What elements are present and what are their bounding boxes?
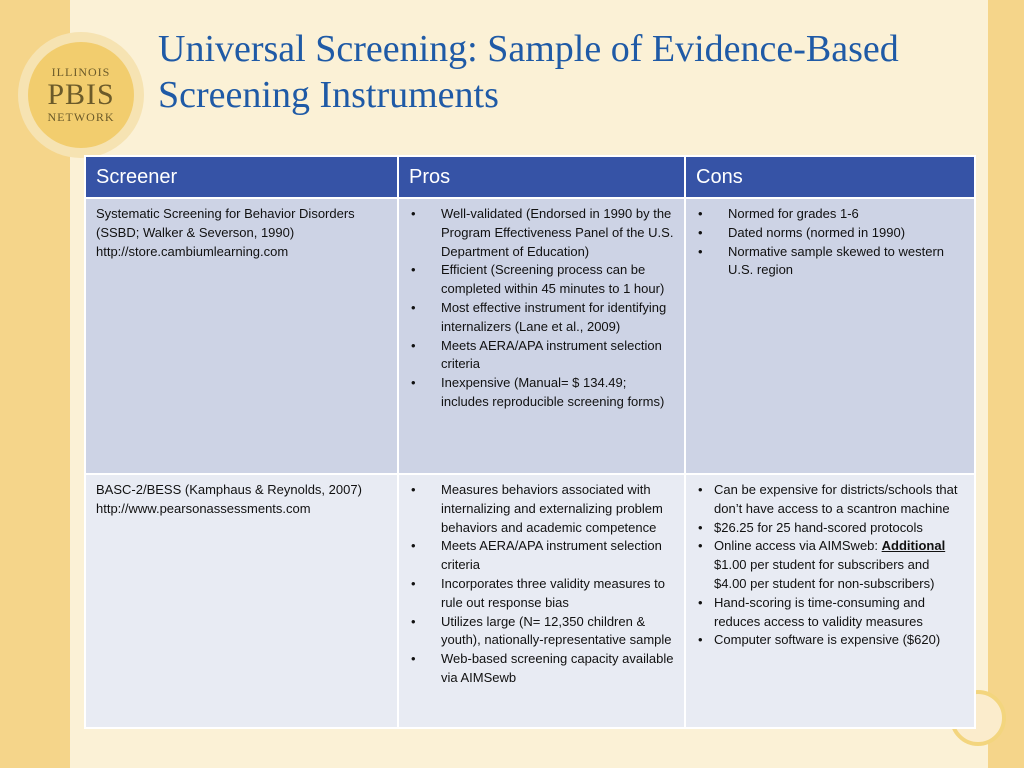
slide-title: Universal Screening: Sample of Evidence-Based Screening Instruments bbox=[158, 28, 899, 116]
list-item: • Meets AERA/APA instrument selection criteria bbox=[409, 537, 674, 575]
cons-list bbox=[696, 205, 964, 280]
pros-cell bbox=[398, 474, 685, 728]
pros-list bbox=[409, 205, 674, 412]
screening-instruments-table bbox=[84, 155, 976, 729]
list-item: • Normed for grades 1-6 bbox=[696, 205, 964, 224]
cons-cell bbox=[685, 198, 975, 474]
list-item: • Incorporates three validity measures to rule out response bias bbox=[409, 575, 674, 613]
header-cons: Cons bbox=[685, 156, 975, 198]
online-access-cost: $1.00 per student for subscribers and $4.00 per student for non-subscribers) bbox=[714, 557, 935, 591]
list-item: • Dated norms (normed in 1990) bbox=[696, 224, 964, 243]
pros-cell bbox=[398, 198, 685, 474]
list-item bbox=[696, 537, 964, 593]
screener-name: BASC-2/BESS (Kamphaus & Reynolds, 2007) bbox=[96, 482, 362, 497]
screener-url: http://store.cambiumlearning.com bbox=[96, 243, 289, 259]
screener-cell bbox=[85, 198, 398, 474]
cons-cell bbox=[685, 474, 975, 728]
list-item: • Can be expensive for districts/schools that don’t have access to a scantron machine bbox=[696, 481, 964, 519]
list-item: • Computer software is expensive ($620) bbox=[696, 631, 964, 650]
screener-cell bbox=[85, 474, 398, 728]
table-row bbox=[85, 474, 975, 728]
header-screener: Screener bbox=[85, 156, 398, 198]
list-item: • Most effective instrument for identifying internalizers (Lane et al., 2009) bbox=[409, 299, 674, 337]
list-item: • Hand-scoring is time-consuming and reduces access to validity measures bbox=[696, 594, 964, 632]
logo-line-3: NETWORK bbox=[47, 110, 115, 124]
logo-line-2: PBIS bbox=[47, 78, 115, 111]
additional-emphasis: Additional bbox=[881, 538, 946, 554]
list-item: • Utilizes large (N= 12,350 children & youth), nationally-representative sample bbox=[409, 613, 674, 651]
online-access-text: Online access via AIMSweb: bbox=[714, 538, 882, 554]
list-item: • Well-validated (Endorsed in 1990 by the Program Effectiveness Panel of the U.S. Department of Education) bbox=[409, 205, 674, 261]
list-item: • Normative sample skewed to western U.S. region bbox=[696, 243, 964, 281]
screener-name: Systematic Screening for Behavior Disorders bbox=[96, 206, 355, 221]
list-item: • Web-based screening capacity available via AIMSewb bbox=[409, 650, 674, 688]
list-item: • Inexpensive (Manual= $ 134.49; includes reproducible screening forms) bbox=[409, 374, 674, 412]
screener-citation: (SSBD; Walker & Severson, 1990) bbox=[96, 224, 295, 240]
header-pros: Pros bbox=[398, 156, 685, 198]
table-header-row bbox=[85, 156, 975, 198]
logo-line-1: ILLINOIS bbox=[51, 65, 111, 79]
pros-list bbox=[409, 481, 674, 688]
illinois-pbis-network-logo bbox=[28, 42, 134, 148]
list-item: • $26.25 for 25 hand-scored protocols bbox=[696, 519, 964, 538]
list-item: • Measures behaviors associated with internalizing and externalizing problem behaviors and academic competence bbox=[409, 481, 674, 537]
list-item: • Efficient (Screening process can be completed within 45 minutes to 1 hour) bbox=[409, 261, 674, 299]
cons-list bbox=[696, 481, 964, 650]
list-item: • Meets AERA/APA instrument selection criteria bbox=[409, 337, 674, 375]
table-row bbox=[85, 198, 975, 474]
screener-url: http://www.pearsonassessments.com bbox=[96, 500, 311, 516]
